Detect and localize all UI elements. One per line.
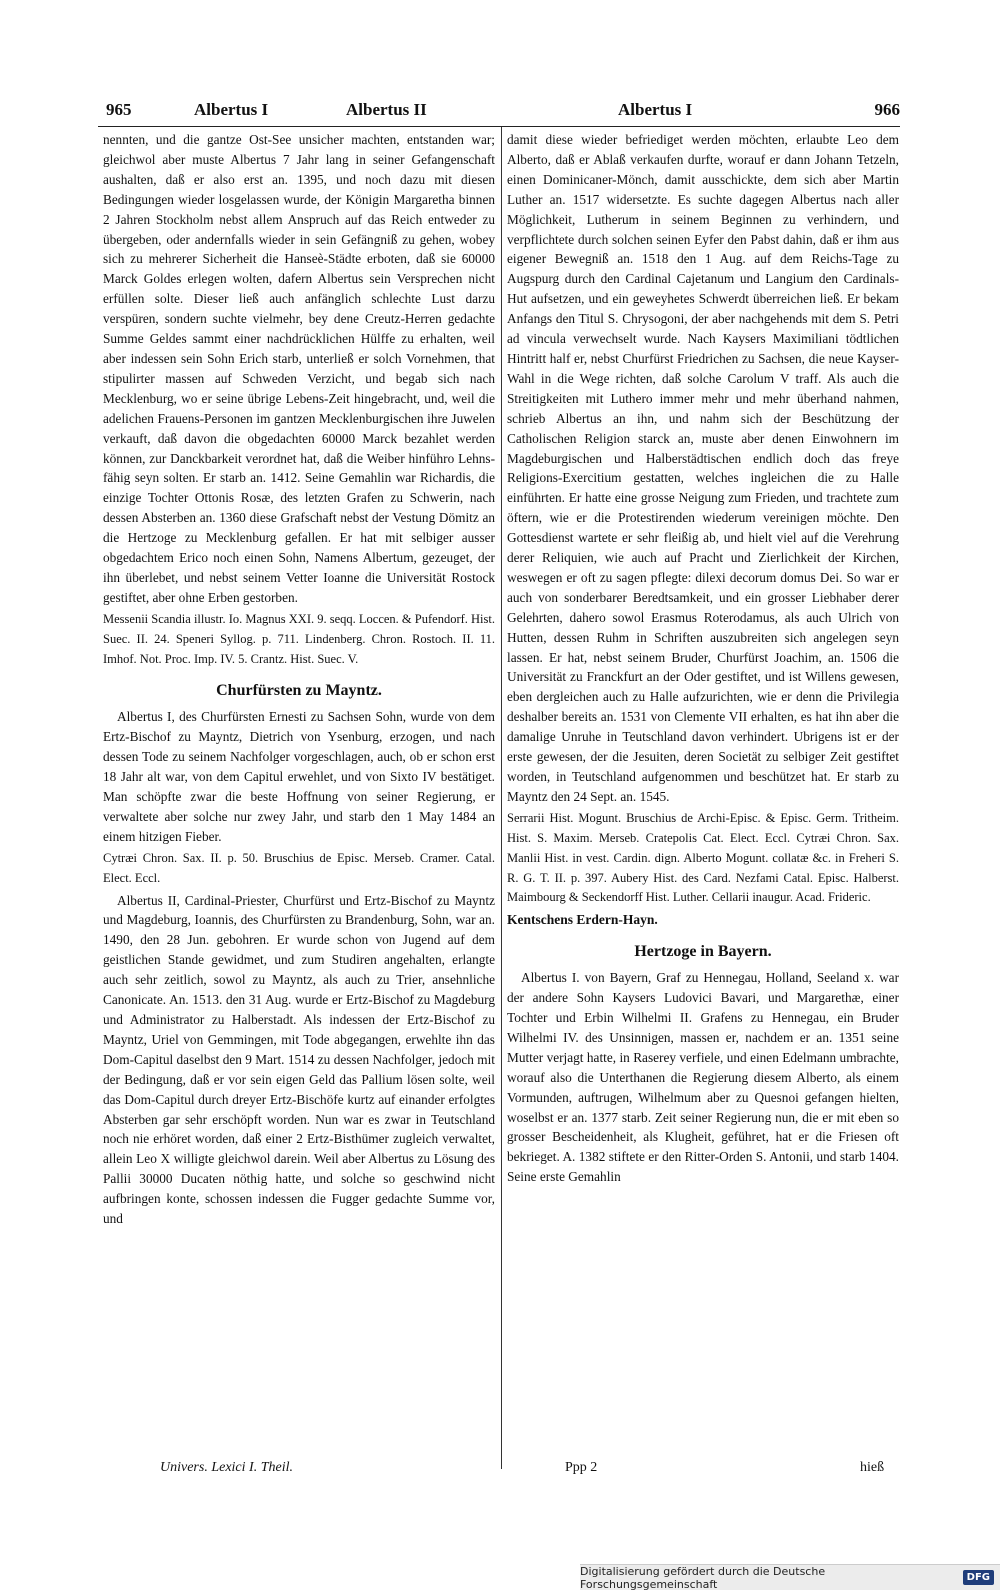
right-paragraph-1: damit diese wieder befriediget werden möchten, erlaubte Leo dem Alberto, daß er Ablaß verkaufen durfte, worauf er dann Johann Tetzeln, einen Dominicaner-Mönch, damit ausschickte, dem sich aber Martin Luther an. 1517 widersetzte. Es suchte dagegen Albertus nach aller Möglichkeit, Lutherum in seinem Beginnen zu verhindern, und verpflichtete durch solchen seinen Eyfer den Pabst dahin, daß er ihm aus eigener Bewegniß an. 1518 den 1 Aug. auf dem Reichs-Tage zu Augspurg durch den Cardinal Cajetanum und Langium den Cardinals-Hut aufsetzen, und ein geweyhetes Schwerdt überreichen ließ. Er bekam Anfangs den Titul S. Chrysogoni, der aber nachgehends mit dem S. Petri ad vincula verwechselt wurde. Nach Kaysers Maximiliani tödtlichen Hintritt half er, nebst Churfürst Friedrichen zu Sachsen, die neue Kayser-Wahl in die Wege richten, daß solche Carolum V traff. Als auch die Streitigkeiten mit Luthero immer mehr und mehr überhand nahmen, schrieb Albertus an ihn, und nahm sich der Beschützung der Catholischen Religion starck an, muste aber denen Einwohnern im Magdeburgischen und Halberstädtischen endlich doch das freye Religions-Exercitium gestatten, welches ingleichen die zu Halle einführten. Er hatte eine grosse Neigung zum Frieden, und trachtete zum öftern, wie er die Protestirenden wiederum vereinigen möchte. Den Gottesdienst wartete er sehr fleißig ab, und hielt viel auf die Verehrung derer Reliquien, wie auch auf Pracht und Zierlichkeit der Kirchen, weswegen er oft zu sagen pflegte: dilexi decorum domus Dei. So war er auch von sonderbarer Beredtsamkeit, und ein grosser Liebhaber derer Gelehrten, dahero sowol Erasmus Roterodamus, als auch Ulrich von Hutten, dessen Ruhm in Schriften auszubreiten sich angelegen seyn lassen. Er hat, nebst seinem Bruder, Churfürst Joachim, an. 1506 die Universität zu Franckfurt an der Oder gestiftet, und ist Willens gewesen, eben dergleichen auch zu Halle aufzurichten, wie er denn die Privilegia deshalber bereits an. 1531 von Clemente VII erhalten, es hat ihn aber die damalige Unruhe in Teutschland davon verhindert. Ubrigens ist er der erste gewesen, der die Jesuiten, deren Societät zu selbiger Zeit gestiftet worden, in Teutschland aufgenommen und beschützet hat. Er starb zu Mayntz den 24 Sept. an. 1545. (507, 132, 899, 804)
header-keyword-2: Albertus II (346, 100, 427, 119)
section-heading-mainz: Churfürsten zu Mayntz. (216, 682, 382, 700)
left-citation-1: Messenii Scandia illustr. Io. Magnus XXI. 9. seqq. Loccen. & Pufendorf. Hist. Suec. II. 24. Speneri Syllog. p. 711. Lindenberg. Chron. Rostoch. II. 11. Imhof. Not. Proc. Imp. IV. 5. Crantz. Hist. Suec. V. (103, 611, 495, 666)
page-number-left: 965 (106, 100, 132, 119)
footer-sheet-mark: Ppp 2 (565, 1460, 598, 1475)
left-paragraph-3: Albertus II, Cardinal-Priester, Churfürst und Ertz-Bischof zu Mayntz und Magdeburg, Ioannis, des Churfürsten zu Brandenburg, Sohn, war an. 1490, den 28 Jun. gebohren. Er wurde schon von Jugend auf dem geistlichen Stande gewidmet, und zum Studiren angehalten, erlangte auch sehr zeitlich, sowol zu Mayntz, als auch zu Trier, ansehnliche Canonicate. An. 1513. den 31 Aug. wurde er Ertz-Bischof zu Magdeburg und Administrator zu Halberstadt. Als indessen der Ertz-Bischof zu Mayntz, Uriel von Gemmingen, mit Tode abgegangen, erwehlte ihn das Dom-Capitul daselbst den 9 Mart. 1514 zu dessen Nachfolger, jedoch mit der Bedingung, daß er vor sein eigen Geld das Pallium lösen solte, weil das Dom-Capitul durch dreyer Ertz-Bischöfe kurtz auf einander erfolgtes Absterben gar sehr erschöpft worden. Nun war es zwar in Teutschland noch nie erhöret worden, daß einer 2 Ertz-Bisthümer zugleich verwaltet, allein Leo X willigte gleichwol darein. Weil aber Albertus zu Lösung des Pallii 30000 Ducaten nöthig hatte, und solche so geschwind nicht aufbringen konte, schossen indessen die Fugger gedachte Summe vor, und (103, 892, 495, 1227)
right-paragraph-2: Albertus I. von Bayern, Graf zu Hennegau, Holland, Seeland x. war der andere Sohn Kaysers Ludovici Bavari, und Margarethæ, einer Tochter und Erbin Wilhelmi II. Grafens zu Hennegau, ein Bruder Wilhelmi IV. des Unsinnigen, massen er, nachdem er an. 1351 seine Mutter verjagt hatte, in Raserey verfiele, und einen Edelmann umbrachte, worauf also die Unterthanen die Regierung diesem Alberto, als einem Vormunden, auftrugen, Wilhelmum aber zu Quesnoi gefangen hielten, woselbst er an. 1377 starb. Zeit seiner Regierung nun, die er mit eben so grosser Bescheidenheit, als Klugheit, geführet, hat er die Friesen oft bekrieget. A. 1382 stiftete er den Ritter-Orden S. Antonii, und starb 1404. Seine erste Gemahlin (507, 970, 899, 1185)
header-rule (98, 126, 900, 127)
dfg-logo-icon: DFG (963, 1570, 994, 1585)
section-heading-bavaria: Hertzoge in Bayern. (634, 943, 772, 961)
left-column (103, 130, 495, 1470)
right-brief-title: Kentschens Erdern-Hayn. (507, 912, 658, 928)
column-divider (501, 127, 502, 1469)
left-paragraph-2: Albertus I, des Churfürsten Ernesti zu Sachsen Sohn, wurde von dem Ertz-Bischof zu Mayntz, Dietrich von Ysenburg, erzogen, und nach dessen Tode zu seinem Nachfolger vorgeschlagen, auch, ob er schon erst 18 Jahr alt war, von dem Capitul erwehlet, und von Sixto IV bestätiget. Man schöpfte zwar die beste Hoffnung von seiner Regierung, er verwaltete aber solche nur zwey Jahr, und starb den 1 May 1484 an einem hitzigen Fieber. (103, 709, 495, 844)
right-column (507, 130, 899, 1470)
footer-catchword: hieß (860, 1460, 885, 1475)
page-number-right: 966 (874, 100, 900, 119)
digitization-credit (580, 1564, 1000, 1590)
header-keyword-1: Albertus I (194, 100, 269, 119)
left-citation-2: Cytræi Chron. Sax. II. p. 50. Bruschius de Episc. Merseb. Cramer. Catal. Elect. Eccl. (103, 850, 495, 885)
left-paragraph-1: nennten, und die gantze Ost-See unsicher machten, entstanden war; gleichwol aber muste Albertus 7 Jahr lang in seiner Gefangenschaft aushalten, daß er also erst an. 1395, und noch dazu mit diesen Bedingungen wieder losgelassen wurde, der Königin Margaretha binnen 2 Jahren Stockholm nebst allem Anspruch auf das Reich entweder zu übergeben, oder andernfalls wieder in sein Gefängniß zu gehen, wobey sich zu mehrerer Sicherheit die Hanseè-Städte erboten, daß sie 60000 Marck Goldes erlegen wolten, dafern Albertus sein Versprechen nicht erfüllen solte. Dieser ließ auch anfänglich schlechte Lust darzu verspüren, sondern suchte vielmehr, bey dene Creutz-Herren gedachte Summe Geldes sammt einer nachdrücklichen Hülffe zu erhalten, weil aber indessen sein Sohn Erich starb, unterließ er solch Vornehmen, that stipulirter massen auf Schweden Verzicht, und begab sich nach Mecklenburg, wo er seine übrige Lebens-Zeit hingebracht, und, weil die adelichen Frauens-Personen im gantzen Mecklenburgischen ihre Juwelen verkauft, daß davon die obgedachten 60000 Marck bezahlet werden können, zur Danckbarkeit verordnet hat, daß die Weiber hinführo Lehns-fähig seyn solten. Er starb an. 1412. Seine Gemahlin war Richardis, die einzige Tochter Ottonis Rosæ, des letzten Grafen zu Schwerin, nach dessen Absterben an. 1360 diese Grafschaft nebst der Vestung Dömitz an die Hertzoge zu Mecklenburg gefallen. Er hat mit selbiger ausser obgedachtem Erico noch einen Sohn, Namens Albertum, gezeuget, der ihn überlebet, und nebst seinem Vetter Ioanne die Universität Rostock gestiftet, aber ohne Erben gestorben. (103, 132, 495, 605)
right-citation-1: Serrarii Hist. Mogunt. Bruschius de Archi-Episc. & Episc. Germ. Tritheim. Hist. S. Maxim. Merseb. Cratepolis Cat. Elect. Eccl. Cytræi Chron. Sax. Manlii Hist. in vest. Cardin. dign. Alberto Mogunt. collatæ &c. in Freheri S. R. G. T. II. p. 397. Aubery Hist. des Card. Nezfami Catal. Episc. Halberst. Maimbourg & Seckendorff Hist. Luther. Cellarii inaugur. Acad. Frideric. (507, 810, 899, 905)
header-keyword-3: Albertus I (618, 100, 693, 119)
credit-text: Digitalisierung gefördert durch die Deutsche Forschungsgemeinschaft (580, 1564, 826, 1591)
page-header (98, 100, 900, 126)
footer-signature: Univers. Lexici I. Theil. (160, 1460, 293, 1475)
